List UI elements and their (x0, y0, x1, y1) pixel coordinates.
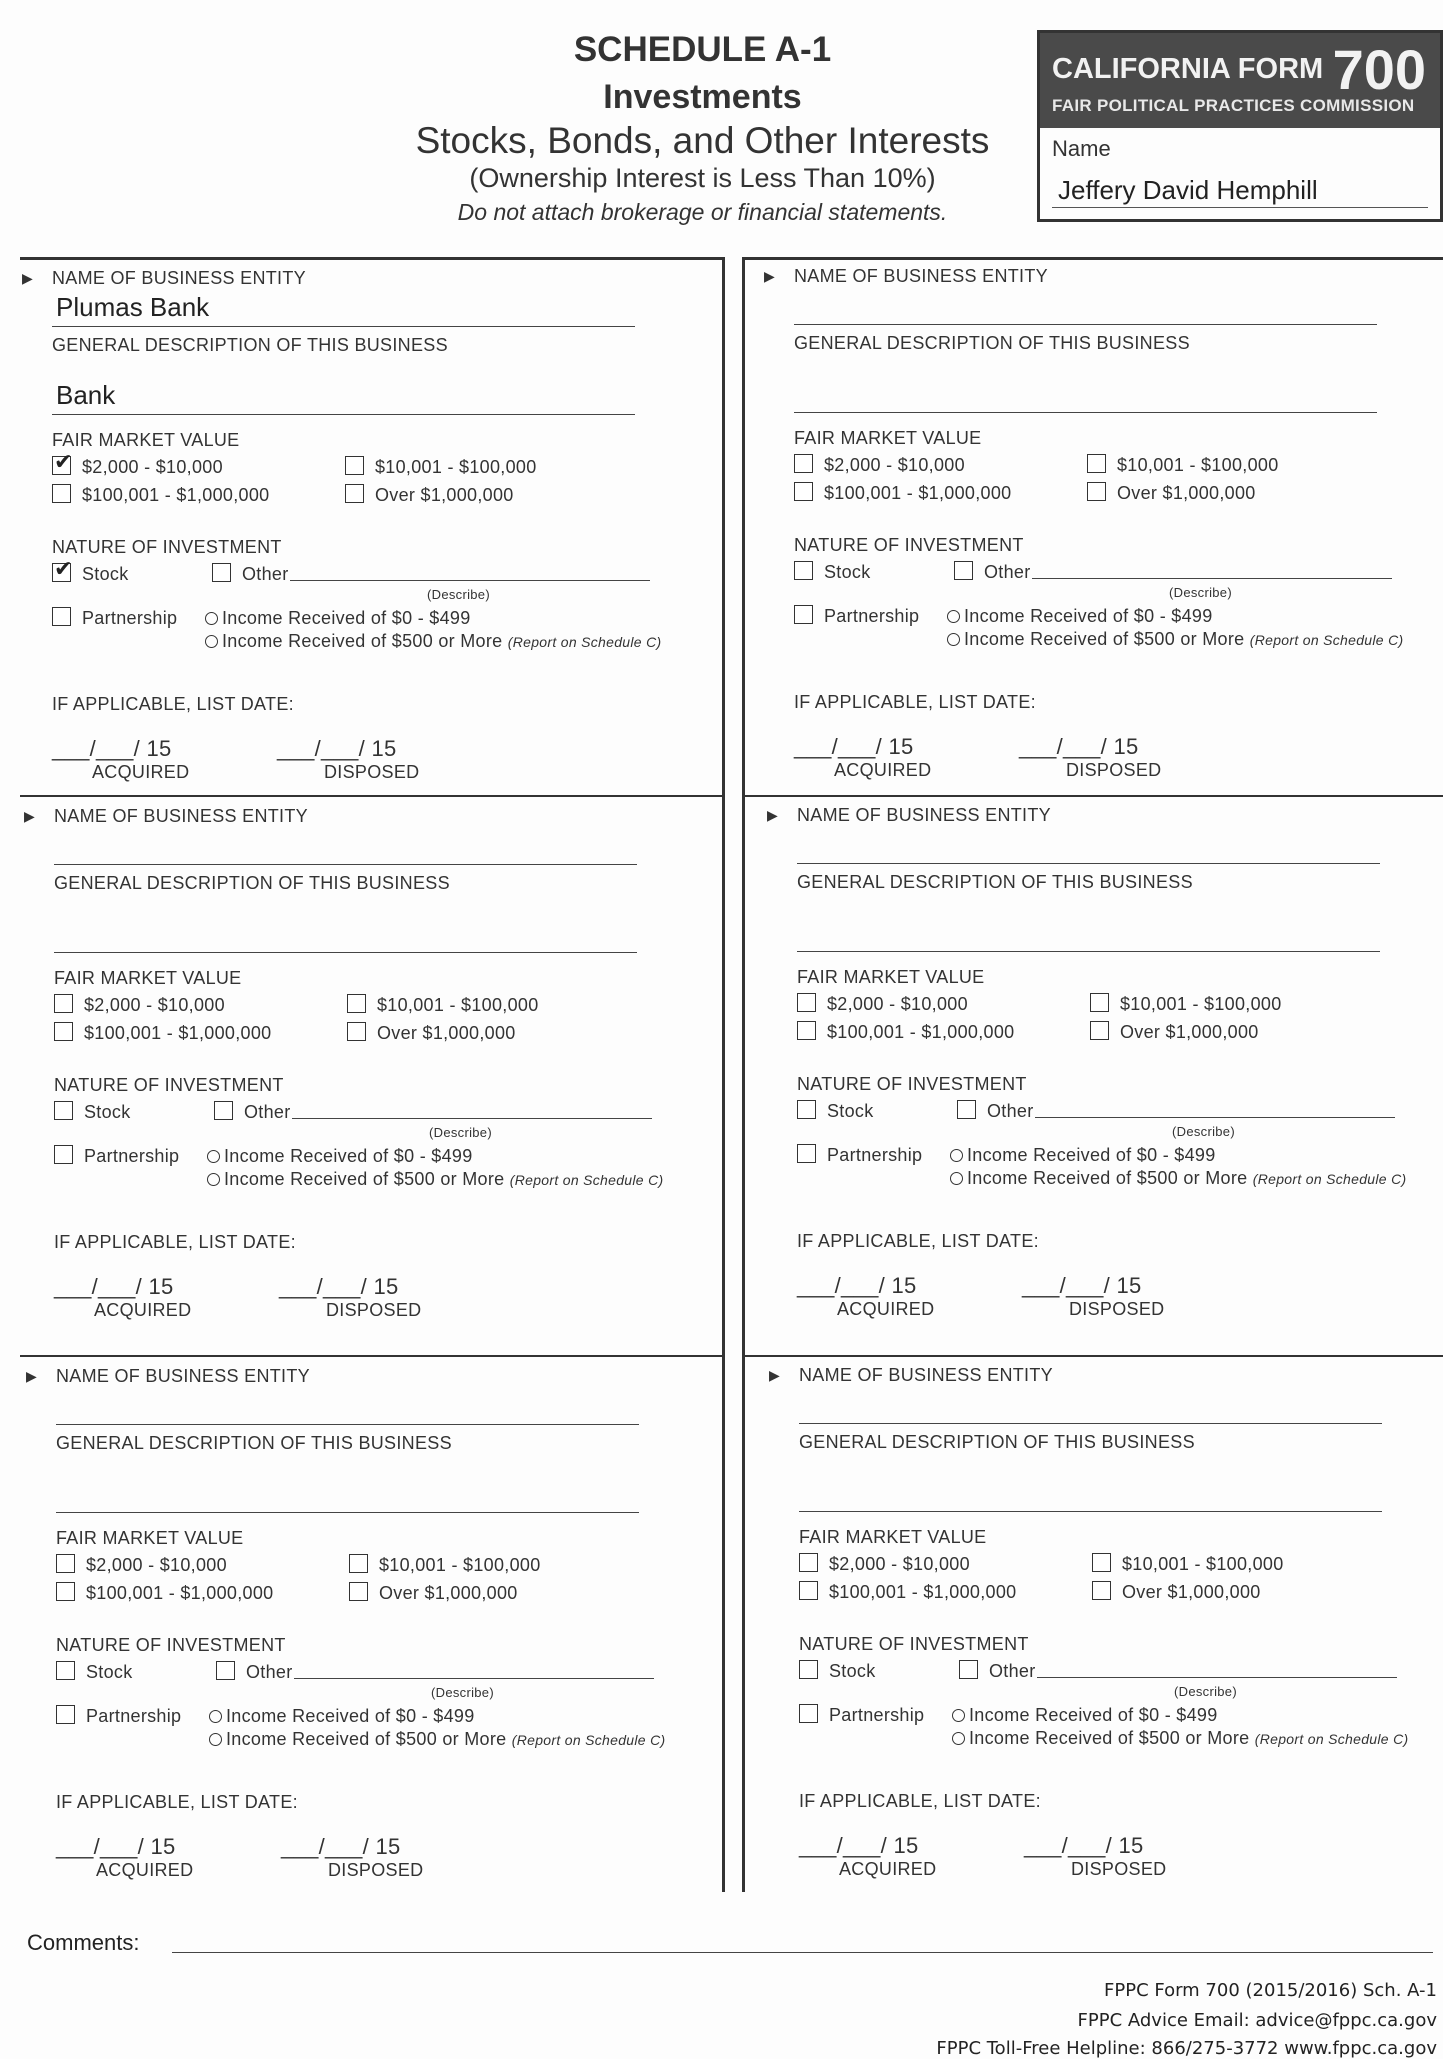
income-low-radio[interactable] (950, 1149, 963, 1162)
fmv-over1m-label: Over $1,000,000 (377, 1023, 516, 1043)
describe-label: (Describe) (1174, 1684, 1237, 1699)
entity-underline (794, 324, 1377, 325)
fmv-10001-checkbox[interactable] (1090, 993, 1109, 1012)
fmv-over1m-label: Over $1,000,000 (1122, 1582, 1261, 1602)
income-low-option[interactable] (209, 1706, 475, 1727)
footer-form-id: FPPC Form 700 (2015/2016) Sch. A-1 (1104, 1980, 1437, 2001)
description-label: GENERAL DESCRIPTION OF THIS BUSINESS (794, 333, 1190, 353)
stock-checkbox[interactable] (794, 561, 813, 580)
nature-label: NATURE OF INVESTMENT (799, 1634, 1029, 1654)
grid-row1-left (20, 795, 722, 797)
report-note: (Report on Schedule C) (1252, 1171, 1407, 1187)
partnership-label: Partnership (824, 606, 920, 626)
arrow-icon: ▶ (764, 268, 775, 284)
investment-entry-4 (767, 799, 1443, 1329)
fmv-10001-checkbox[interactable] (345, 456, 364, 475)
acquired-date-field[interactable]: ___/___/ 15 (56, 1834, 176, 1859)
describe-label: (Describe) (1172, 1124, 1235, 1139)
fmv-100001-label: $100,001 - $1,000,000 (829, 1582, 1017, 1602)
fmv-100001-label: $100,001 - $1,000,000 (827, 1022, 1015, 1042)
entity-label: NAME OF BUSINESS ENTITY (52, 268, 306, 288)
fmv-100001-checkbox[interactable] (54, 1022, 73, 1041)
acquired-date-field[interactable]: ___/___/ 15 (54, 1274, 174, 1299)
fmv-over1m-checkbox[interactable] (345, 484, 364, 503)
other-label: Other (987, 1101, 1034, 1121)
fmv-label: FAIR MARKET VALUE (54, 968, 242, 988)
description-underline (794, 412, 1377, 413)
income-high-radio[interactable] (209, 1733, 222, 1746)
income-low-option[interactable] (952, 1705, 1218, 1726)
stock-label: Stock (829, 1661, 876, 1681)
fmv-100001-checkbox[interactable] (797, 1021, 816, 1040)
comments-label: Comments: (27, 1930, 140, 1955)
other-describe-line[interactable] (1035, 1117, 1395, 1118)
description-label: GENERAL DESCRIPTION OF THIS BUSINESS (54, 873, 450, 893)
filer-name-underline (1052, 207, 1428, 208)
acquired-label: ACQUIRED (834, 760, 932, 780)
fmv-10001-label: $10,001 - $100,000 (377, 995, 539, 1015)
income-high-label: Income Received of $500 or More (964, 629, 1245, 649)
income-high-option[interactable] (205, 631, 661, 652)
income-high-option[interactable] (947, 629, 1403, 650)
fmv-over1m-checkbox[interactable] (1087, 482, 1106, 501)
disposed-date-field[interactable]: ___/___/ 15 (1019, 734, 1139, 759)
other-checkbox[interactable] (954, 561, 973, 580)
fmv-10001-label: $10,001 - $100,000 (375, 457, 537, 477)
partnership-checkbox[interactable] (794, 605, 813, 624)
form-number: 700 (1332, 38, 1426, 101)
income-low-label: Income Received of $0 - $499 (224, 1146, 473, 1166)
partnership-label: Partnership (82, 608, 178, 628)
disposed-date-field[interactable]: ___/___/ 15 (279, 1274, 399, 1299)
income-low-radio[interactable] (205, 612, 218, 625)
report-note: (Report on Schedule C) (507, 634, 662, 650)
description-label: GENERAL DESCRIPTION OF THIS BUSINESS (797, 872, 1193, 892)
other-checkbox[interactable] (957, 1100, 976, 1119)
other-checkbox[interactable] (959, 1660, 978, 1679)
report-note: (Report on Schedule C) (509, 1172, 664, 1188)
disposed-label: DISPOSED (328, 1860, 424, 1880)
grid-top-left (20, 257, 722, 260)
fmv-2000-label: $2,000 - $10,000 (824, 455, 965, 475)
disposed-date-field[interactable]: ___/___/ 15 (1024, 1833, 1144, 1858)
acquired-label: ACQUIRED (837, 1299, 935, 1319)
income-low-radio[interactable] (947, 610, 960, 623)
fmv-2000-checkbox[interactable]: ✔ (54, 449, 73, 474)
income-low-option[interactable] (205, 608, 471, 629)
disposed-label: DISPOSED (1071, 1859, 1167, 1879)
list-date-label: IF APPLICABLE, LIST DATE: (794, 692, 1036, 712)
income-high-option[interactable] (950, 1168, 1406, 1189)
footer-advice-email: FPPC Advice Email: advice@fppc.ca.gov (1077, 2010, 1437, 2031)
fmv-10001-checkbox[interactable] (1087, 454, 1106, 473)
income-low-radio[interactable] (207, 1150, 220, 1163)
list-date-label: IF APPLICABLE, LIST DATE: (52, 694, 294, 714)
nature-label: NATURE OF INVESTMENT (54, 1075, 284, 1095)
list-date-label: IF APPLICABLE, LIST DATE: (797, 1231, 1039, 1251)
description-label: GENERAL DESCRIPTION OF THIS BUSINESS (52, 335, 448, 355)
stock-checkbox[interactable]: ✔ (54, 556, 73, 581)
partnership-checkbox[interactable] (56, 1705, 75, 1724)
report-note: (Report on Schedule C) (1254, 1731, 1409, 1747)
form-name: CALIFORNIA FORM (1052, 53, 1324, 85)
income-low-option[interactable] (950, 1145, 1216, 1166)
grid-row2-left (20, 1355, 722, 1357)
stock-label: Stock (86, 1662, 133, 1682)
entity-underline (797, 863, 1380, 864)
fmv-10001-checkbox[interactable] (1092, 1553, 1111, 1572)
entity-label: NAME OF BUSINESS ENTITY (797, 805, 1051, 825)
list-date-label: IF APPLICABLE, LIST DATE: (54, 1232, 296, 1252)
investment-entry-5 (26, 1360, 726, 1890)
grid-row2-right (742, 1355, 1443, 1357)
nature-label: NATURE OF INVESTMENT (797, 1074, 1027, 1094)
acquired-label: ACQUIRED (96, 1860, 194, 1880)
partnership-label: Partnership (827, 1145, 923, 1165)
fmv-over1m-checkbox[interactable] (347, 1022, 366, 1041)
footer-helpline: FPPC Toll-Free Helpline: 866/275-3772 www.fppc.ca.gov (936, 2038, 1437, 2059)
stock-label: Stock (827, 1101, 874, 1121)
fmv-label: FAIR MARKET VALUE (799, 1527, 987, 1547)
list-date-label: IF APPLICABLE, LIST DATE: (56, 1792, 298, 1812)
fmv-2000-label: $2,000 - $10,000 (829, 1554, 970, 1574)
partnership-label: Partnership (84, 1146, 180, 1166)
nature-label: NATURE OF INVESTMENT (52, 537, 282, 557)
income-high-option[interactable] (952, 1728, 1408, 1749)
partnership-label: Partnership (829, 1705, 925, 1725)
grid-divider-right (742, 257, 745, 1892)
fmv-10001-checkbox[interactable] (349, 1554, 368, 1573)
income-low-radio[interactable] (952, 1709, 965, 1722)
stock-checkbox[interactable] (799, 1660, 818, 1679)
disposed-label: DISPOSED (1069, 1299, 1165, 1319)
acquired-label: ACQUIRED (839, 1859, 937, 1879)
form-id-box (1037, 30, 1443, 222)
investment-entry-2 (764, 260, 1443, 790)
partnership-checkbox[interactable] (52, 607, 71, 626)
income-low-label: Income Received of $0 - $499 (226, 1706, 475, 1726)
entity-name-field[interactable]: Plumas Bank (56, 292, 210, 322)
other-describe-line[interactable] (1037, 1677, 1397, 1678)
filer-name-label: Name (1052, 136, 1111, 161)
other-checkbox[interactable] (216, 1661, 235, 1680)
fmv-100001-checkbox[interactable] (799, 1581, 818, 1600)
fmv-100001-label: $100,001 - $1,000,000 (824, 483, 1012, 503)
income-low-radio[interactable] (209, 1710, 222, 1723)
other-label: Other (244, 1102, 291, 1122)
description-underline (52, 414, 635, 415)
schedule-title: SCHEDULE A-1 (573, 30, 832, 69)
fmv-2000-checkbox[interactable] (799, 1553, 818, 1572)
disposed-label: DISPOSED (1066, 760, 1162, 780)
acquired-label: ACQUIRED (92, 762, 190, 782)
income-high-option[interactable] (209, 1729, 665, 1750)
disposed-date-field[interactable]: ___/___/ 15 (1022, 1273, 1142, 1298)
arrow-icon: ▶ (22, 270, 33, 286)
income-low-label: Income Received of $0 - $499 (969, 1705, 1218, 1725)
description-label: GENERAL DESCRIPTION OF THIS BUSINESS (799, 1432, 1195, 1452)
fmv-2000-checkbox[interactable] (797, 993, 816, 1012)
fmv-label: FAIR MARKET VALUE (52, 430, 240, 450)
income-high-label: Income Received of $500 or More (967, 1168, 1248, 1188)
fmv-10001-checkbox[interactable] (347, 994, 366, 1013)
arrow-icon: ▶ (26, 1368, 37, 1384)
fmv-2000-checkbox[interactable] (794, 454, 813, 473)
grid-row1-right (742, 795, 1443, 797)
income-high-label: Income Received of $500 or More (226, 1729, 507, 1749)
entity-label: NAME OF BUSINESS ENTITY (794, 266, 1048, 286)
report-note: (Report on Schedule C) (1249, 632, 1404, 648)
describe-label: (Describe) (429, 1125, 492, 1140)
description-label: GENERAL DESCRIPTION OF THIS BUSINESS (56, 1433, 452, 1453)
schedule-subtitle: Investments (603, 78, 802, 116)
other-describe-line[interactable] (1032, 578, 1392, 579)
description-underline (56, 1512, 639, 1513)
ownership-note: (Ownership Interest is Less Than 10%) (469, 163, 936, 193)
fmv-2000-label: $2,000 - $10,000 (82, 457, 223, 477)
partnership-checkbox[interactable] (799, 1704, 818, 1723)
income-high-label: Income Received of $500 or More (224, 1169, 505, 1189)
acquired-label: ACQUIRED (94, 1300, 192, 1320)
other-describe-line[interactable] (290, 580, 650, 581)
investment-entry-1 (22, 262, 722, 792)
other-describe-line[interactable] (294, 1678, 654, 1679)
description-underline (54, 952, 637, 953)
description-underline (799, 1511, 1382, 1512)
fmv-2000-checkbox[interactable] (56, 1554, 75, 1573)
income-high-option[interactable] (207, 1169, 663, 1190)
description-underline (797, 951, 1380, 952)
fmv-100001-checkbox[interactable] (52, 484, 71, 503)
stock-checkbox[interactable] (797, 1100, 816, 1119)
describe-label: (Describe) (1169, 585, 1232, 600)
income-high-radio[interactable] (207, 1173, 220, 1186)
description-field[interactable]: Bank (56, 380, 116, 410)
disposed-label: DISPOSED (326, 1300, 422, 1320)
entity-label: NAME OF BUSINESS ENTITY (54, 806, 308, 826)
fmv-10001-label: $10,001 - $100,000 (1120, 994, 1282, 1014)
stock-label: Stock (82, 564, 129, 584)
arrow-icon: ▶ (24, 808, 35, 824)
fmv-over1m-label: Over $1,000,000 (1120, 1022, 1259, 1042)
fmv-2000-label: $2,000 - $10,000 (827, 994, 968, 1014)
entity-underline (56, 1424, 639, 1425)
report-note: (Report on Schedule C) (511, 1732, 666, 1748)
stock-checkbox[interactable] (56, 1661, 75, 1680)
income-high-label: Income Received of $500 or More (969, 1728, 1250, 1748)
acquired-date-field[interactable]: ___/___/ 15 (52, 736, 172, 761)
disposed-date-field[interactable]: ___/___/ 15 (281, 1834, 401, 1859)
fmv-10001-label: $10,001 - $100,000 (379, 1555, 541, 1575)
other-label: Other (989, 1661, 1036, 1681)
arrow-icon: ▶ (767, 807, 778, 823)
entity-label: NAME OF BUSINESS ENTITY (799, 1365, 1053, 1385)
income-high-radio[interactable] (947, 633, 960, 646)
nature-label: NATURE OF INVESTMENT (794, 535, 1024, 555)
fmv-2000-label: $2,000 - $10,000 (84, 995, 225, 1015)
fmv-2000-label: $2,000 - $10,000 (86, 1555, 227, 1575)
partnership-checkbox[interactable] (54, 1145, 73, 1164)
stock-label: Stock (824, 562, 871, 582)
income-low-label: Income Received of $0 - $499 (222, 608, 471, 628)
fmv-over1m-checkbox[interactable] (1090, 1021, 1109, 1040)
schedule-heading: Stocks, Bonds, and Other Interests (415, 120, 990, 161)
acquired-date-field[interactable]: ___/___/ 15 (799, 1833, 919, 1858)
list-date-label: IF APPLICABLE, LIST DATE: (799, 1791, 1041, 1811)
partnership-checkbox[interactable] (797, 1144, 816, 1163)
filer-name-field[interactable]: Jeffery David Hemphill (1058, 175, 1318, 205)
arrow-icon: ▶ (769, 1367, 780, 1383)
acquired-date-field[interactable]: ___/___/ 15 (794, 734, 914, 759)
nature-label: NATURE OF INVESTMENT (56, 1635, 286, 1655)
fmv-100001-checkbox[interactable] (56, 1582, 75, 1601)
partnership-label: Partnership (86, 1706, 182, 1726)
fmv-100001-label: $100,001 - $1,000,000 (84, 1023, 272, 1043)
other-checkbox[interactable] (212, 563, 231, 582)
income-low-option[interactable] (947, 606, 1213, 627)
fmv-10001-label: $10,001 - $100,000 (1122, 1554, 1284, 1574)
entity-underline (54, 864, 637, 865)
fmv-over1m-checkbox[interactable] (1092, 1581, 1111, 1600)
investment-entry-6 (769, 1359, 1443, 1889)
income-high-radio[interactable] (952, 1732, 965, 1745)
fmv-over1m-label: Over $1,000,000 (375, 485, 514, 505)
entity-underline (799, 1423, 1382, 1424)
other-checkbox[interactable] (214, 1101, 233, 1120)
fmv-2000-checkbox[interactable] (54, 994, 73, 1013)
disposed-date-field[interactable]: ___/___/ 15 (277, 736, 397, 761)
income-low-option[interactable] (207, 1146, 473, 1167)
income-low-label: Income Received of $0 - $499 (967, 1145, 1216, 1165)
acquired-date-field[interactable]: ___/___/ 15 (797, 1273, 917, 1298)
other-label: Other (246, 1662, 293, 1682)
fmv-over1m-label: Over $1,000,000 (379, 1583, 518, 1603)
income-high-radio[interactable] (205, 635, 218, 648)
fmv-label: FAIR MARKET VALUE (797, 967, 985, 987)
fmv-over1m-label: Over $1,000,000 (1117, 483, 1256, 503)
income-low-label: Income Received of $0 - $499 (964, 606, 1213, 626)
describe-label: (Describe) (431, 1685, 494, 1700)
fmv-over1m-checkbox[interactable] (349, 1582, 368, 1601)
attach-note: Do not attach brokerage or financial statements. (457, 199, 948, 225)
disposed-label: DISPOSED (324, 762, 420, 782)
income-high-label: Income Received of $500 or More (222, 631, 503, 651)
income-high-radio[interactable] (950, 1172, 963, 1185)
stock-checkbox[interactable] (54, 1101, 73, 1120)
fmv-10001-label: $10,001 - $100,000 (1117, 455, 1279, 475)
other-describe-line[interactable] (292, 1118, 652, 1119)
fmv-100001-checkbox[interactable] (794, 482, 813, 501)
other-label: Other (242, 564, 289, 584)
comments-field[interactable] (172, 1952, 1433, 1953)
other-label: Other (984, 562, 1031, 582)
stock-label: Stock (84, 1102, 131, 1122)
fmv-100001-label: $100,001 - $1,000,000 (82, 485, 270, 505)
investment-entry-3 (24, 800, 724, 1330)
fmv-label: FAIR MARKET VALUE (56, 1528, 244, 1548)
fmv-100001-label: $100,001 - $1,000,000 (86, 1583, 274, 1603)
fmv-label: FAIR MARKET VALUE (794, 428, 982, 448)
entity-label: NAME OF BUSINESS ENTITY (56, 1366, 310, 1386)
form-header-band (1040, 33, 1440, 128)
commission-name: FAIR POLITICAL PRACTICES COMMISSION (1052, 96, 1415, 115)
describe-label: (Describe) (427, 587, 490, 602)
entity-underline (52, 326, 635, 327)
